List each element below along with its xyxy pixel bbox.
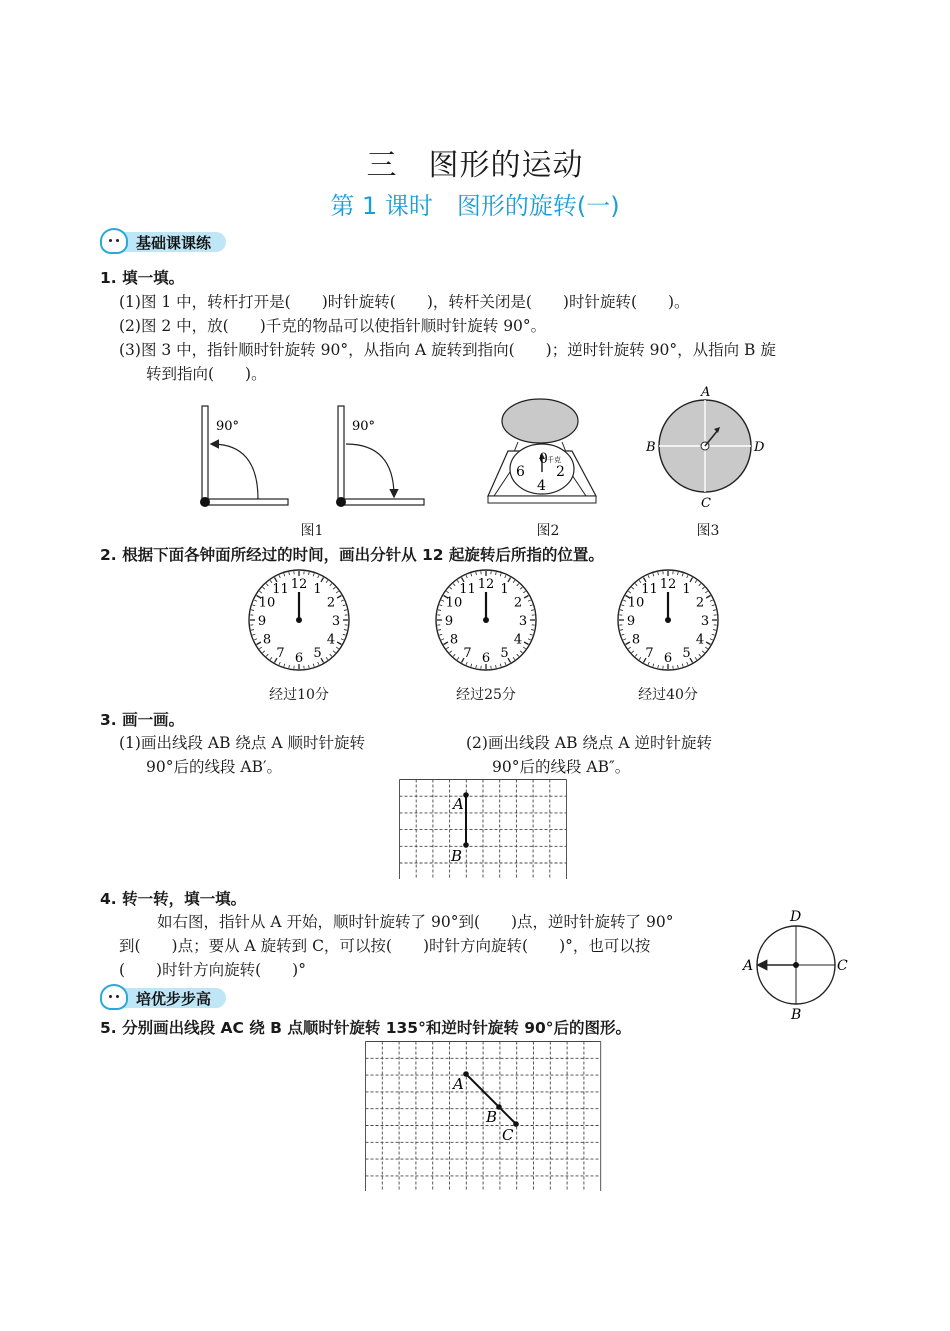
- q2-title: 2. 根据下面各钟面所经过的时间，画出分针从 12 起旋转后所指的位置。: [100, 546, 604, 564]
- q4-circle-dial: [738, 906, 854, 1026]
- q1-line1: (1)图 1 中，转杆打开是( )时针旋转( )，转杆关闭是( )时针旋转( )。: [119, 293, 690, 311]
- clock-number: 10: [258, 595, 276, 611]
- fig3-caption: 图3: [696, 523, 720, 539]
- clock-number: 11: [272, 581, 289, 597]
- point-c: [513, 1121, 519, 1127]
- label-b: B: [486, 1108, 498, 1126]
- clock-number: 4: [695, 632, 705, 648]
- q1-line4: 转到指向( )。: [146, 365, 267, 383]
- clock-number: 5: [500, 646, 509, 662]
- q4-label-c: C: [837, 958, 848, 974]
- scale-zero: 0: [539, 451, 548, 467]
- figure1-open-bar: [190, 400, 300, 515]
- fig1-angle-label: 90°: [216, 419, 240, 434]
- clock-number: 2: [326, 595, 336, 611]
- scale-four: 4: [537, 478, 546, 494]
- clock-number: 12: [659, 577, 677, 592]
- clock-number: 3: [518, 614, 528, 629]
- clock-2[interactable]: [432, 566, 540, 678]
- clock-number: 6: [663, 651, 673, 666]
- clock-number: 7: [645, 646, 654, 662]
- fig1b-angle-label: 90°: [352, 419, 376, 434]
- bear-icon: [100, 228, 128, 254]
- clock-number: 8: [631, 632, 641, 648]
- figure1-close-bar: [326, 400, 436, 515]
- scale-six: 6: [516, 464, 525, 480]
- clock-number: 5: [682, 646, 691, 662]
- label-b: B: [451, 847, 463, 865]
- clock-number: 9: [257, 614, 267, 629]
- dial-label-c: C: [701, 496, 711, 511]
- q3-grid[interactable]: [399, 779, 569, 879]
- point-a: [463, 1071, 469, 1077]
- dial-label-b: B: [646, 440, 656, 455]
- dial-label-a: A: [701, 385, 711, 400]
- clock-2-caption: 经过25分: [456, 687, 516, 703]
- clock-center: [483, 617, 489, 623]
- clock-number: 11: [459, 581, 476, 597]
- dial-label-d: D: [754, 440, 765, 455]
- label-c: C: [502, 1126, 514, 1144]
- q4-line1: 如右图，指针从 A 开始，顺时针旋转了 90°到( )点，逆时针旋转了 90°: [157, 913, 674, 931]
- label-a: A: [453, 1075, 464, 1093]
- point-a: [463, 792, 469, 798]
- scale-unit: 千克: [547, 456, 561, 464]
- fig2-caption: 图2: [536, 523, 560, 539]
- clock-number: 1: [682, 581, 691, 597]
- clock-number: 8: [449, 632, 459, 648]
- clock-1[interactable]: [245, 566, 353, 678]
- q4-label-a: A: [743, 958, 754, 974]
- q1-title: 1. 填一填。: [100, 269, 185, 287]
- clock-number: 12: [290, 577, 308, 592]
- clock-number: 7: [463, 646, 472, 662]
- q3-title: 3. 画一画。: [100, 711, 185, 729]
- clock-number: 4: [513, 632, 523, 648]
- label-a: A: [453, 795, 464, 813]
- clock-number: 1: [313, 581, 322, 597]
- q3-right-line2: 90°后的线段 AB″。: [492, 758, 631, 776]
- clock-row: [0, 560, 950, 710]
- clock-number: 3: [700, 614, 710, 629]
- q4-line2: 到( )点；要从 A 旋转到 C，可以按( )时针方向旋转( )°，也可以按: [119, 937, 651, 955]
- clock-number: 7: [276, 646, 285, 662]
- fig1-caption: 图1: [300, 523, 324, 539]
- section-badge-advanced: 培优步步高: [100, 984, 240, 1010]
- point-b: [463, 842, 469, 848]
- q5-title: 5. 分别画出线段 AC 绕 B 点顺时针旋转 135°和逆时针旋转 90°后的图形。: [100, 1019, 632, 1037]
- clock-number: 8: [262, 632, 272, 648]
- section-badge-basic: 基础课课练: [100, 228, 240, 254]
- q1-line2: (2)图 2 中，放( )千克的物品可以使指针顺时针旋转 90°。: [119, 317, 547, 335]
- clock-number: 2: [695, 595, 705, 611]
- clock-number: 4: [326, 632, 336, 648]
- clock-number: 6: [294, 651, 304, 666]
- chapter-title: 三 图形的运动: [366, 148, 584, 183]
- clock-center: [665, 617, 671, 623]
- lesson-title: 第 1 课时 图形的旋转(一): [330, 192, 620, 220]
- clock-number: 2: [513, 595, 523, 611]
- clock-3[interactable]: [614, 566, 722, 678]
- clock-3-caption: 经过40分: [638, 687, 698, 703]
- clock-number: 5: [313, 646, 322, 662]
- q4-line3: ( )时针方向旋转( )°: [119, 961, 306, 979]
- q3-right-line1: (2)画出线段 AB 绕点 A 逆时针旋转: [466, 734, 712, 752]
- figure3-dial: [640, 383, 770, 513]
- clock-number: 12: [477, 577, 495, 592]
- scale-two: 2: [556, 464, 565, 480]
- q4-title: 4. 转一转，填一填。: [100, 890, 247, 908]
- q4-label-b: B: [791, 1007, 802, 1023]
- clock-number: 10: [627, 595, 645, 611]
- clock-number: 10: [445, 595, 463, 611]
- bear-icon: [100, 984, 128, 1010]
- clock-1-caption: 经过10分: [269, 687, 329, 703]
- clock-center: [296, 617, 302, 623]
- clock-number: 9: [444, 614, 454, 629]
- clock-number: 3: [331, 614, 341, 629]
- q3-left-line1: (1)画出线段 AB 绕点 A 顺时针旋转: [119, 734, 365, 752]
- q3-left-line2: 90°后的线段 AB′。: [146, 758, 283, 776]
- clock-number: 1: [500, 581, 509, 597]
- point-b: [496, 1104, 502, 1110]
- q1-line3: (3)图 3 中，指针顺时针旋转 90°，从指向 A 旋转到指向( )；逆时针旋转 90°，从指向 B 旋: [119, 341, 776, 359]
- clock-number: 6: [481, 651, 491, 666]
- figure2-scale: [484, 396, 604, 512]
- q5-grid[interactable]: [365, 1041, 603, 1191]
- clock-number: 11: [641, 581, 658, 597]
- clock-number: 9: [626, 614, 636, 629]
- q4-label-d: D: [790, 909, 802, 925]
